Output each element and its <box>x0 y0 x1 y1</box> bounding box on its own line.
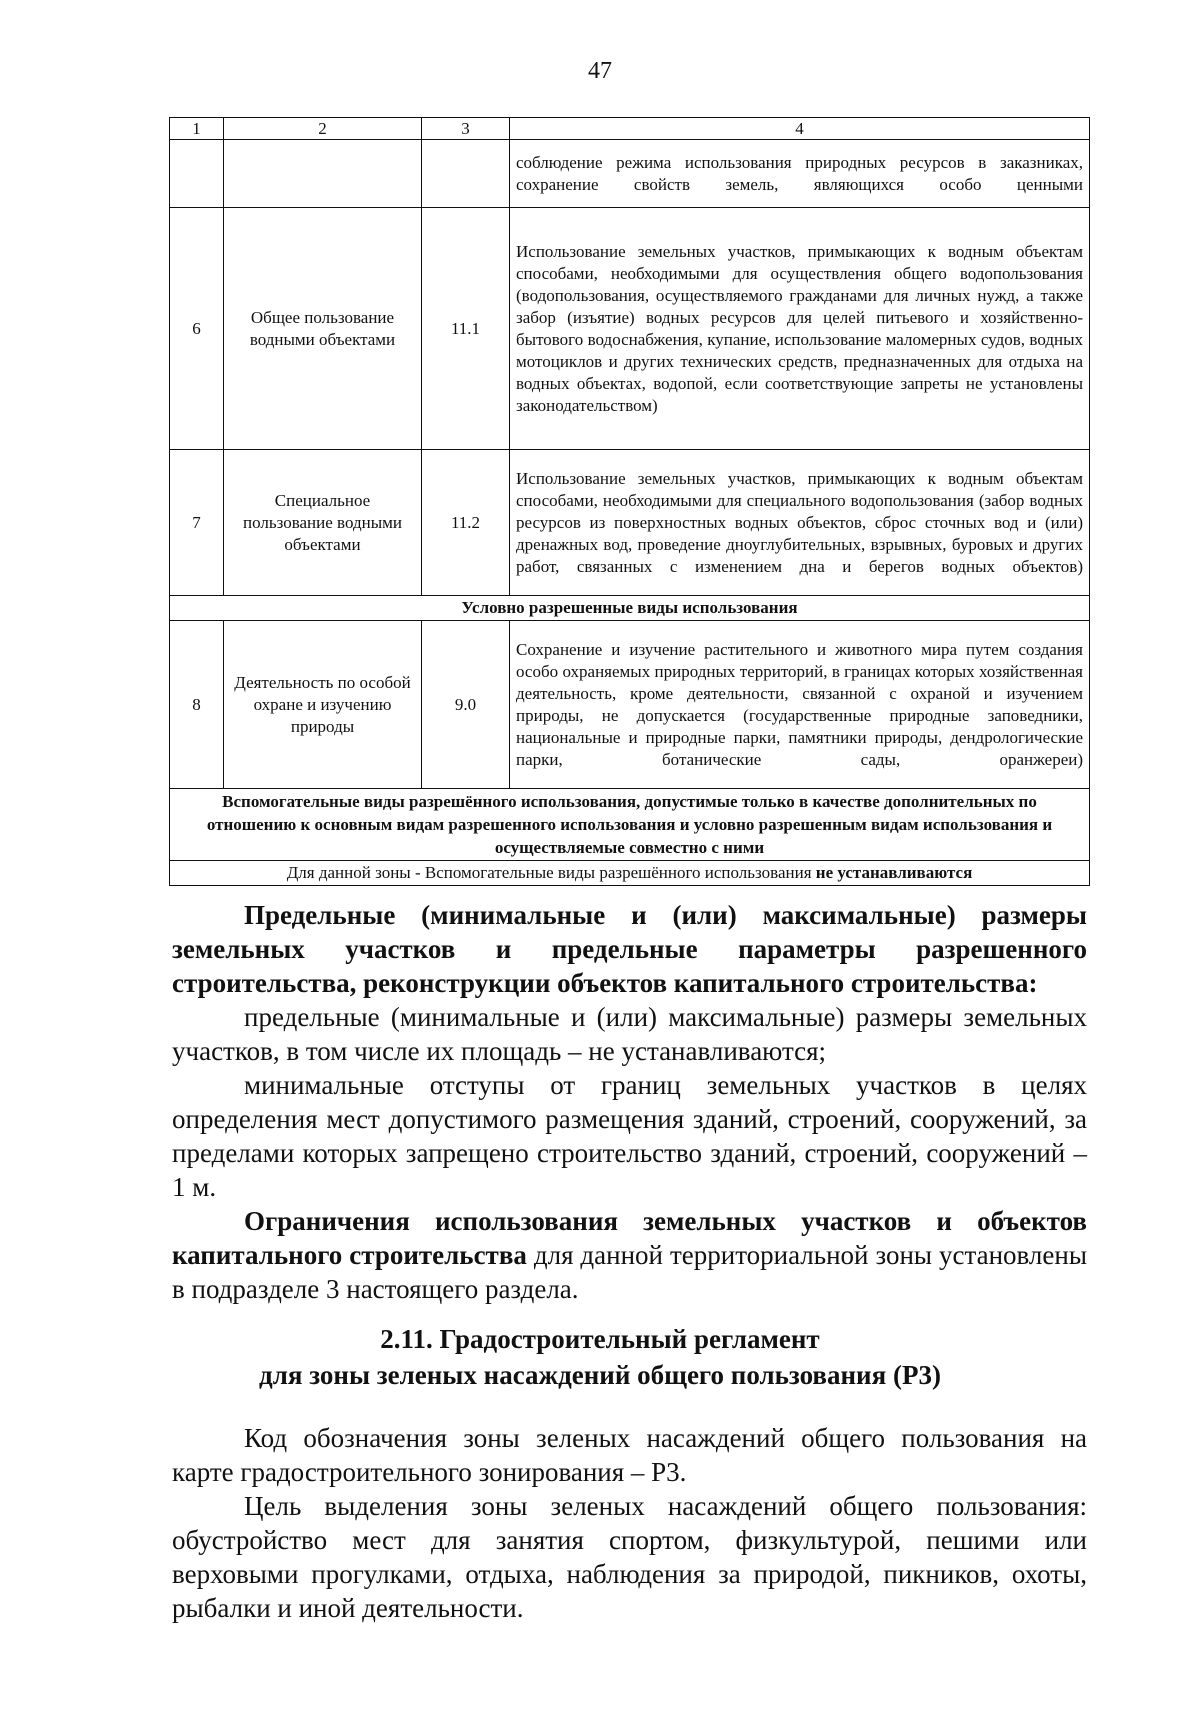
table-row <box>170 208 1090 450</box>
table-row <box>170 621 1090 789</box>
conditional-header: Условно разрешенные виды использования <box>170 596 1090 621</box>
use-name: Общее пользование водными объектами <box>224 208 422 450</box>
restrictions-bold: Ограничения использования земельных участков и объектов капитального строительства <box>172 1206 1087 1270</box>
use-code: 11.1 <box>422 208 510 450</box>
header-cell: 3 <box>422 118 510 140</box>
use-description: Использование земельных участков, примыкающих к водным объектам способами, необходимыми для специального водопользования (забор водных ресурсов из поверхностных водных объектов, сброс сточных вод и (или) дренажных вод, проведение дноуглубительных, взрывных, буровых и других работ, связанных с изменением дна и берегов водных объектов) <box>510 450 1090 596</box>
limits-paragraph-1: предельные (минимальные и (или) максимальные) размеры земельных участков, в том числе их площадь – не устанавливаются; <box>172 1002 1087 1066</box>
section-title <box>0 1321 1200 1393</box>
use-description: Использование земельных участков, примыкающих к водным объектам способами, необходимыми для осуществления общего водопользования (водопользования, осуществляемого гражданами для личных нужд, а также забор (изъятие) водных ресурсов для целей питьевого и хозяйственно-бытового водоснабжения, купание, использование маломерных судов, водных мотоциклов и других технических средств, предназначенных для отдыха на водных объектах, водопой, если соответствующие запреты не установлены законодательством) <box>510 208 1090 450</box>
limits-paragraph-2: минимальные отступы от границ земельных участков в целях определения мест допустимого размещения зданий, строений, сооружений, за пределами которых запрещено строительство зданий, строений, сооружений – 1 м. <box>172 1070 1087 1202</box>
row-number: 7 <box>170 450 224 596</box>
auxiliary-header: Вспомогательные виды разрешённого использования, допустимые только в качестве дополнительных по отношению к основным видам разрешенного использования и условно разрешенным видам использования и осуществляемые совместно с ними <box>170 789 1090 861</box>
auxiliary-note <box>170 861 1090 886</box>
zone-purpose-paragraph: Цель выделения зоны зеленых насаждений общего пользования: обустройство мест для занятия спортом, физкультурой, пешими или верховыми прогулками, отдыха, наблюдения за природой, пикников, охоты, рыбалки и иной деятельности. <box>172 1491 1087 1623</box>
conditional-header-row <box>170 596 1090 621</box>
table-header-row <box>170 118 1090 140</box>
continuation-cell: соблюдение режима использования природных ресурсов в заказниках, сохранение свойств земель, являющихся особо ценными <box>510 140 1090 208</box>
auxiliary-header-row <box>170 789 1090 861</box>
use-code: 11.2 <box>422 450 510 596</box>
land-use-table <box>169 117 1090 886</box>
zone-section <box>172 1421 1087 1625</box>
row-number: 8 <box>170 621 224 789</box>
section-title-line-2: для зоны зеленых насаждений общего пользования (Р3) <box>259 1360 941 1390</box>
limits-section <box>172 898 1087 1306</box>
auxiliary-note-bold: не устанавливаются <box>815 863 973 882</box>
limits-heading: Предельные (минимальные и (или) максимальные) размеры земельных участков и предельные параметры разрешенного строительства, реконструкции объектов капитального строительства: <box>172 900 1087 998</box>
auxiliary-note-text: Для данной зоны - Вспомогательные виды разрешённого использования <box>286 863 816 882</box>
page-number: 47 <box>588 58 612 84</box>
row-number: 6 <box>170 208 224 450</box>
use-name: Специальное пользование водными объектами <box>224 450 422 596</box>
header-cell: 4 <box>510 118 1090 140</box>
restrictions-paragraph <box>172 1204 1087 1306</box>
restrictions-rest: для данной территориальной зоны установлены в подразделе 3 настоящего раздела. <box>172 1240 1087 1304</box>
use-name: Деятельность по особой охране и изучению природы <box>224 621 422 789</box>
zone-code-paragraph: Код обозначения зоны зеленых насаждений общего пользования на карте градостроительного зонирования – Р3. <box>172 1423 1087 1487</box>
use-code: 9.0 <box>422 621 510 789</box>
table-row <box>170 140 1090 208</box>
section-title-line-1: 2.11. Градостроительный регламент <box>380 1324 820 1354</box>
use-description: Сохранение и изучение растительного и животного мира путем создания особо охраняемых природных территорий, в границах которых хозяйственная деятельность, кроме деятельности, связанной с охраной и изучением природы, не допускается (государственные природные заповедники, национальные и природные парки, памятники природы, дендрологические парки, ботанические сады, оранжереи) <box>510 621 1090 789</box>
table-row <box>170 450 1090 596</box>
auxiliary-note-row <box>170 861 1090 886</box>
header-cell: 1 <box>170 118 224 140</box>
header-cell: 2 <box>224 118 422 140</box>
